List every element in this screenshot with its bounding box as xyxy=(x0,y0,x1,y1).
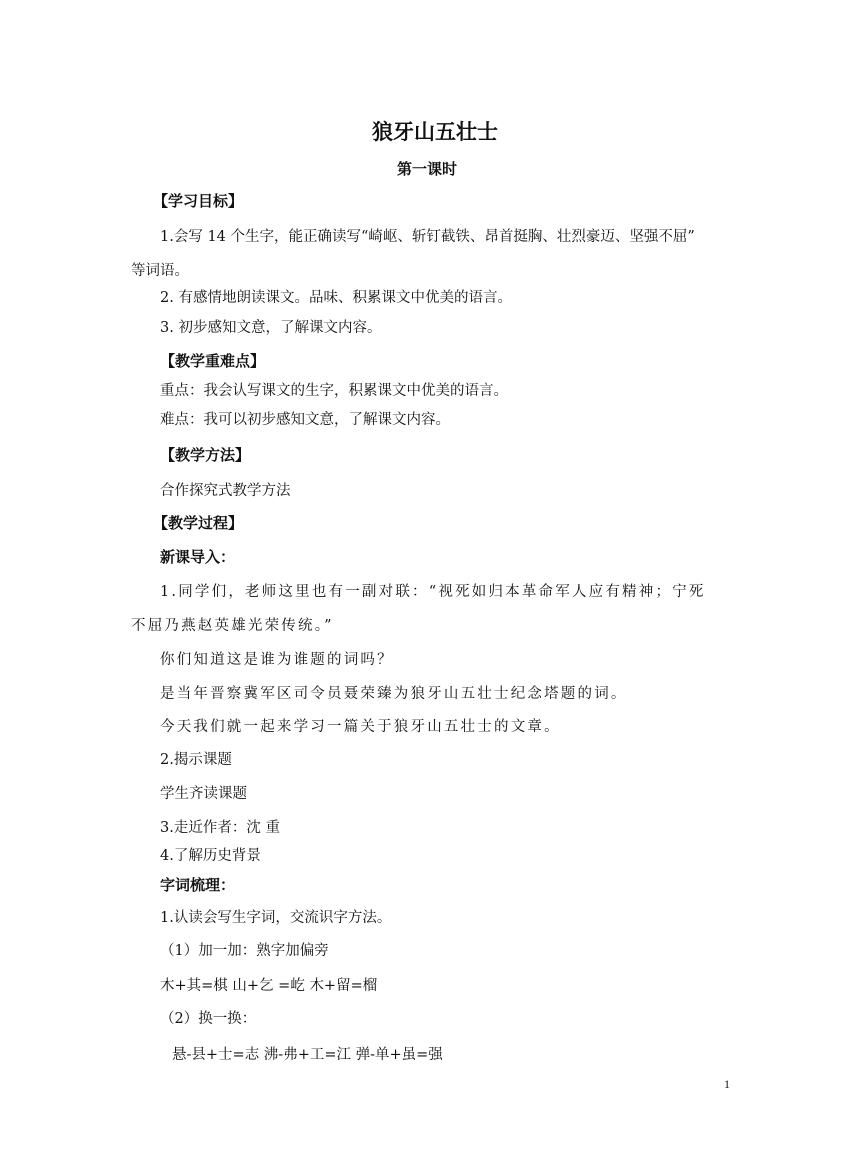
step-3: 3.走近作者：沈 重 xyxy=(160,820,280,836)
intro-heading: 新课导入： xyxy=(160,548,236,566)
vocab-heading: 字词梳理： xyxy=(160,876,236,894)
document-subtitle: 第一课时 xyxy=(397,160,458,178)
objective-3: 3. 初步感知文意，了解课文内容。 xyxy=(160,320,382,336)
key-point: 重点：我会认写课文的生字，积累课文中优美的语言。 xyxy=(160,383,508,399)
intro-1-line-1: 1.同学们，老师这里也有一副对联：“视死如归本革命军人应有精神；宁死 xyxy=(160,584,706,600)
method-text: 合作探究式教学方法 xyxy=(160,483,291,499)
objective-1-line-1: 1.会写 14 个生字，能正确读写“崎岖、斩钉截铁、昂首挺胸、壮烈豪迈、坚强不屈” xyxy=(160,229,695,245)
objective-2: 2. 有感情地朗读课文。品味、积累课文中优美的语言。 xyxy=(160,290,512,306)
step-2-detail: 学生齐读课题 xyxy=(160,786,247,802)
vocab-add: （1）加一加：熟字加偏旁 xyxy=(160,943,329,959)
process-heading: 【教学过程】 xyxy=(153,514,244,532)
step-4: 4.了解历史背景 xyxy=(160,848,261,864)
document-title: 狼牙山五壮士 xyxy=(372,120,498,144)
intro-question: 你们知道这是谁为谁题的词吗？ xyxy=(160,652,394,668)
vocab-swap: （2）换一换： xyxy=(160,1011,257,1027)
intro-today: 今天我们就一起来学习一篇关于狼牙山五壮士的文章。 xyxy=(160,719,561,735)
step-2: 2.揭示课题 xyxy=(160,752,232,768)
vocab-add-examples: 木+其=棋 山+乞 =屹 木+留=榴 xyxy=(160,978,378,994)
difficult-point: 难点：我可以初步感知文意，了解课文内容。 xyxy=(160,412,450,428)
intro-answer: 是当年晋察冀军区司令员聂荣臻为狼牙山五壮士纪念塔题的词。 xyxy=(160,686,628,702)
objective-1-line-2: 等词语。 xyxy=(131,263,189,279)
intro-1-line-2: 不屈乃燕赵英雄光荣传统。” xyxy=(131,618,334,634)
vocab-swap-examples: 悬-县+士=志 沸-弗+工=江 弹-单+虽=强 xyxy=(172,1047,443,1063)
key-points-heading: 【教学重难点】 xyxy=(160,352,266,370)
method-heading: 【教学方法】 xyxy=(160,446,251,464)
objectives-heading: 【学习目标】 xyxy=(153,192,244,210)
vocab-1: 1.认读会写生字词，交流识字方法。 xyxy=(160,910,392,926)
page-number: 1 xyxy=(724,1077,730,1091)
